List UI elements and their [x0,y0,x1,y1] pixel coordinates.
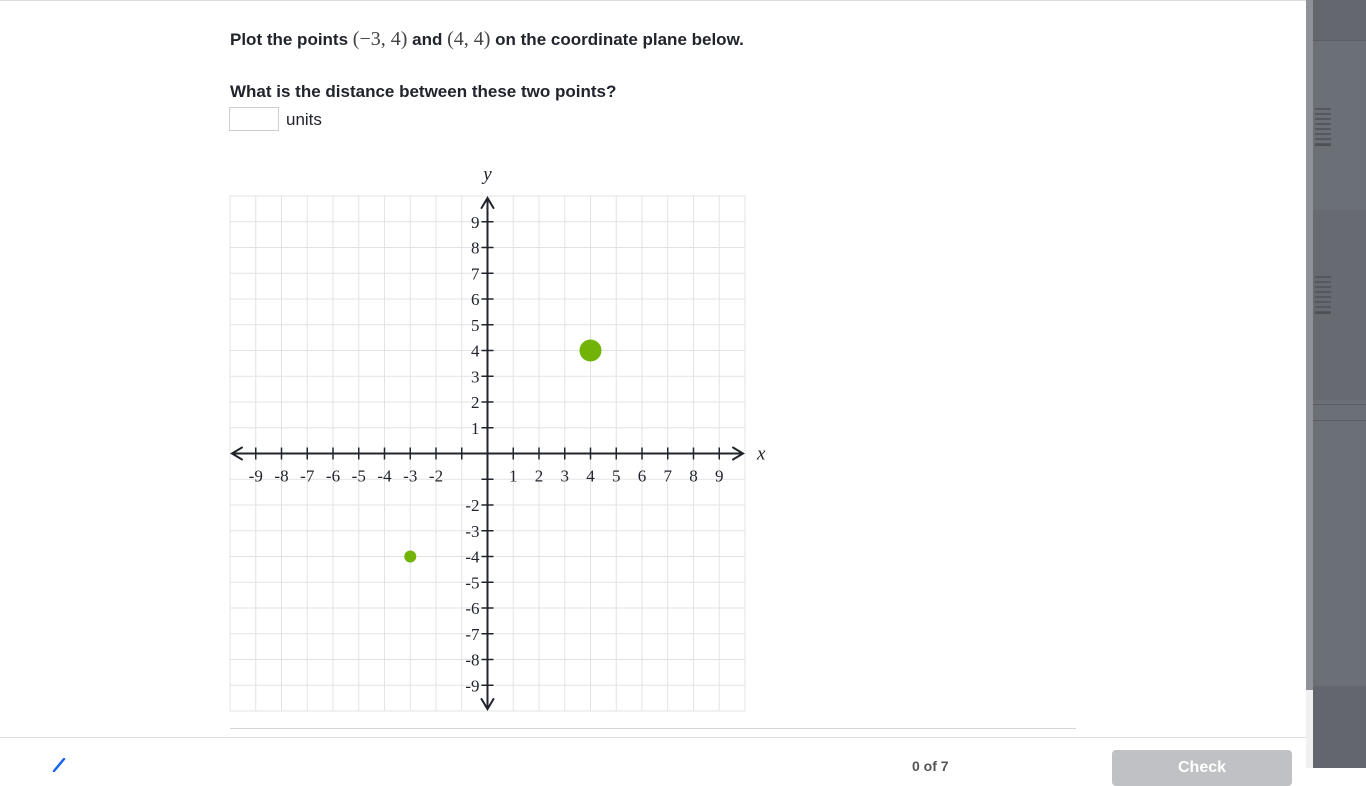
point-b: (4, 4) [447,28,491,50]
plotted-point[interactable] [404,551,416,563]
y-tick-label: 8 [471,238,480,258]
top-border [0,0,1313,1]
y-tick-label: 6 [471,290,480,309]
x-axis-label: x [757,443,766,465]
divider [230,728,1076,729]
y-tick-label: -6 [465,599,480,618]
y-tick-label: 3 [471,367,480,387]
bars-icon [1315,276,1331,316]
y-tick-label: -9 [465,676,480,696]
question-text: Plot the points (−3, 4) and (4, 4) on the coordinate plane below. [230,28,744,50]
y-tick-label: -8 [465,650,480,670]
x-tick-label: -9 [248,466,263,486]
y-tick-label: -4 [465,547,480,567]
y-tick-label: 4 [471,341,480,361]
x-tick-label: 9 [715,466,724,486]
distance-question: What is the distance between these two points? [230,82,617,101]
x-tick-label: -7 [300,466,315,486]
y-axis-label: y [483,164,492,185]
x-tick-label: -8 [274,466,289,486]
bars-icon [1315,108,1331,148]
distance-answer-input[interactable] [229,107,279,131]
y-tick-label: 9 [471,212,480,232]
y-tick-label: 2 [471,393,480,412]
x-tick-label: 2 [534,466,544,486]
point-a: (−3, 4) [352,28,408,50]
x-tick-label: 3 [560,466,569,486]
x-tick-label: 5 [612,466,621,486]
check-button[interactable]: Check [1112,750,1292,786]
y-tick-label: -5 [465,573,480,593]
units-label: units [286,110,322,129]
x-tick-label: -2 [428,466,444,486]
x-tick-label: -5 [351,466,366,486]
plotted-point[interactable] [580,340,602,362]
x-tick-label: 8 [689,466,698,486]
side-panel-content [1313,0,1366,768]
scrollbar-track[interactable] [1306,690,1313,768]
x-tick-label: 7 [663,466,672,486]
y-tick-label: -3 [465,521,480,541]
progress-text: 0 of 7 [912,758,949,774]
x-tick-label: -6 [325,466,341,486]
y-tick-label: -7 [465,624,480,644]
x-tick-label: -4 [377,466,392,486]
coordinate-plane[interactable] [220,160,780,720]
y-tick-label: 1 [471,418,480,438]
x-tick-label: 4 [586,466,595,486]
footer-border [0,737,1313,738]
scrollbar-thumb[interactable] [1306,0,1313,690]
x-tick-label: 1 [509,466,518,486]
y-tick-label: -2 [465,496,480,515]
checkmark-icon [52,758,66,772]
y-tick-label: 5 [471,315,480,335]
x-tick-label: 6 [637,466,647,486]
x-tick-label: -3 [403,466,418,486]
y-tick-label: 7 [471,264,480,284]
